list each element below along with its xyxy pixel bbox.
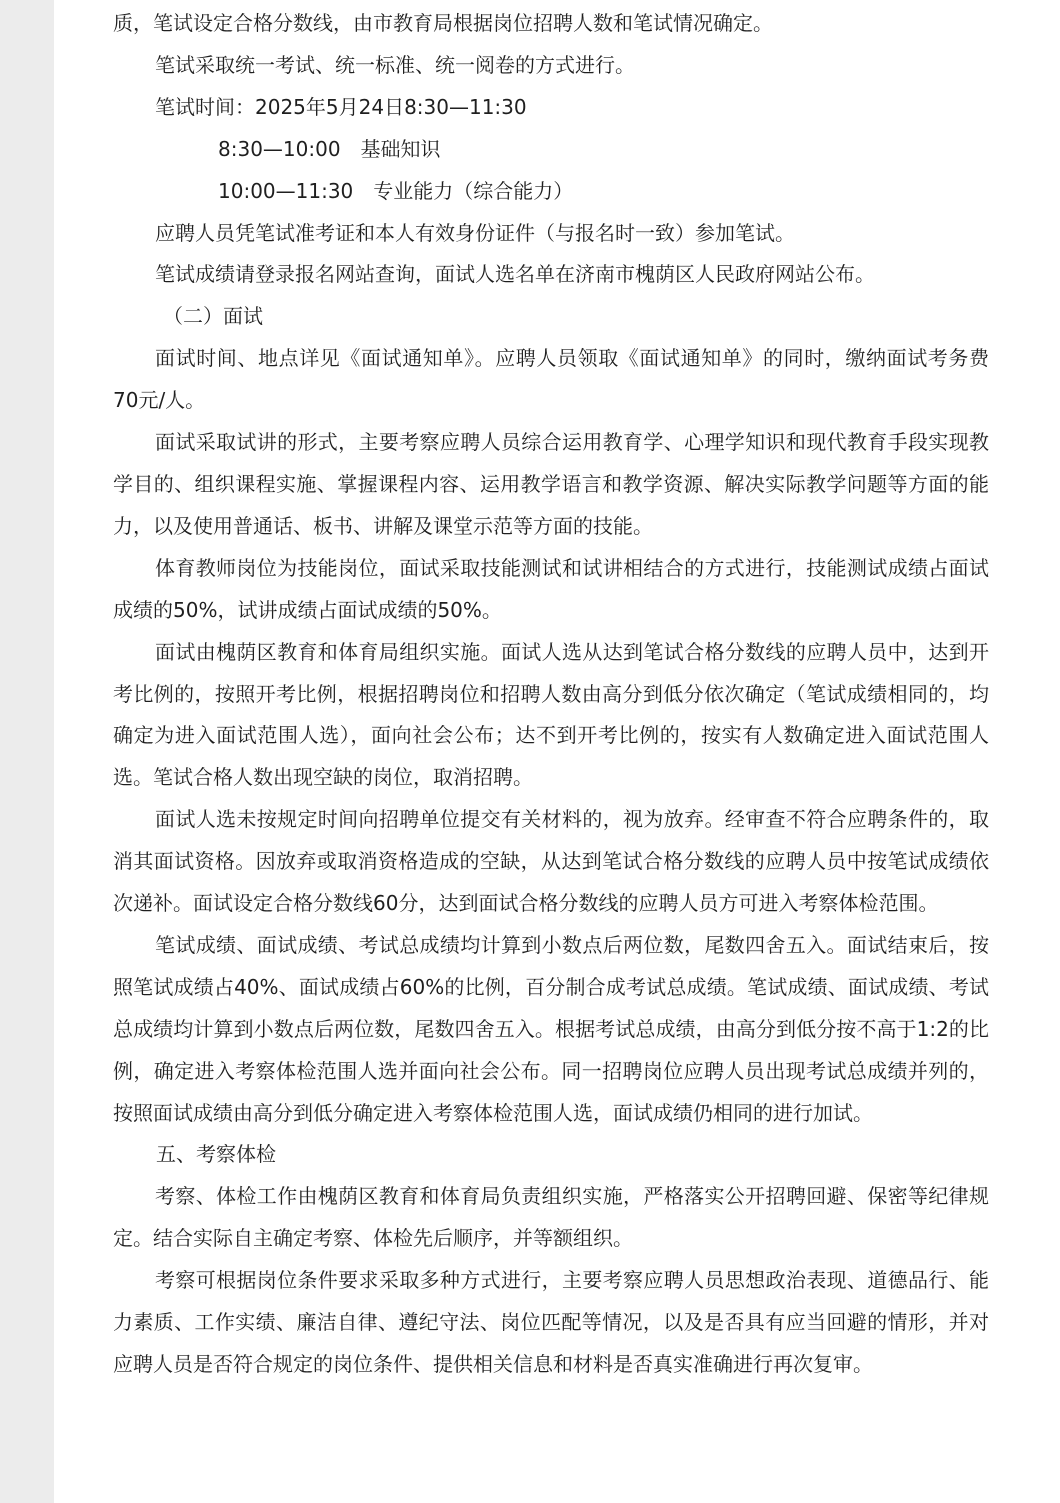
paragraph-interview-organization: 面试由槐荫区教育和体育局组织实施。面试人选从达到笔试合格分数线的应聘人员中，达到开考比例的，按照开考比例，根据招聘岗位和招聘人数由高分到低分依次确定（笔试成绩相同的，均确定为进入面试范围人选），面向社会公布；达不到开考比例的，按实有人数确定进入面试范围人选。笔试合格人数出现空缺的岗位，取消招聘。 bbox=[113, 639, 989, 790]
section-heading-inspection: 五、考察体检 bbox=[156, 1142, 276, 1167]
paragraph-written-exam-time: 笔试时间：2025年5月24日8:30—11:30 bbox=[155, 94, 527, 119]
document-body bbox=[113, 0, 989, 1386]
paragraph-exam-admission: 应聘人员凭笔试准考证和本人有效身份证件（与报名时一致）参加笔试。 bbox=[155, 220, 795, 245]
paragraph-score-query: 笔试成绩请登录报名网站查询，面试人选名单在济南市槐荫区人民政府网站公布。 bbox=[155, 262, 875, 287]
paragraph-written-exam-method: 笔试采取统一考试、统一标准、统一阅卷的方式进行。 bbox=[155, 52, 635, 77]
document-page bbox=[54, 0, 994, 1503]
schedule-professional-ability: 10:00—11:30 专业能力（综合能力） bbox=[218, 178, 574, 203]
paragraph-pe-teacher-interview: 体育教师岗位为技能岗位，面试采取技能测试和试讲相结合的方式进行，技能测试成绩占面试成绩的50%，试讲成绩占面试成绩的50%。 bbox=[113, 555, 989, 622]
paragraph-interview-notice: 面试时间、地点详见《面试通知单》。应聘人员领取《面试通知单》的同时，缴纳面试考务费70元/人。 bbox=[113, 346, 989, 413]
paragraph-written-exam-passing-line: 质，笔试设定合格分数线，由市教育局根据岗位招聘人数和笔试情况确定。 bbox=[113, 11, 773, 35]
paragraph-inspection-content: 考察可根据岗位条件要求采取多种方式进行，主要考察应聘人员思想政治表现、道德品行、能力素质、工作实绩、廉洁自律、遵纪守法、岗位匹配等情况，以及是否具有应当回避的情形，并对应聘人员是否符合规定的岗位条件、提供相关信息和材料是否真实准确进行再次复审。 bbox=[113, 1268, 989, 1376]
paragraph-score-calculation: 笔试成绩、面试成绩、考试总成绩均计算到小数点后两位数，尾数四舍五入。面试结束后，按照笔试成绩占40%、面试成绩占60%的比例，百分制合成考试总成绩。笔试成绩、面试成绩、考试总成绩均计算到小数点后两位数，尾数四舍五入。根据考试总成绩，由高分到低分按不高于1:2的比例，确定进入考察体检范围人选并面向社会公布。同一招聘岗位应聘人员出现考试总成绩并列的，按照面试成绩由高分到低分确定进入考察体检范围人选，面试成绩仍相同的进行加试。 bbox=[113, 932, 989, 1125]
section-heading-interview: （二）面试 bbox=[163, 304, 263, 329]
schedule-basic-knowledge: 8:30—10:00 基础知识 bbox=[218, 136, 441, 161]
paragraph-interview-format: 面试采取试讲的形式，主要考察应聘人员综合运用教育学、心理学知识和现代教育手段实现教学目的、组织课程实施、掌握课程内容、运用教学语言和教学资源、解决实际教学问题等方面的能力，以及使用普通话、板书、讲解及课堂示范等方面的技能。 bbox=[113, 430, 989, 538]
left-margin bbox=[0, 0, 54, 1503]
paragraph-inspection-organization: 考察、体检工作由槐荫区教育和体育局负责组织实施，严格落实公开招聘回避、保密等纪律规定。结合实际自主确定考察、体检先后顺序，并等额组织。 bbox=[113, 1184, 989, 1251]
paragraph-interview-disqualification: 面试人选未按规定时间向招聘单位提交有关材料的，视为放弃。经审查不符合应聘条件的，取消其面试资格。因放弃或取消资格造成的空缺，从达到笔试合格分数线的应聘人员中按笔试成绩依次递补。面试设定合格分数线60分，达到面试合格分数线的应聘人员方可进入考察体检范围。 bbox=[113, 807, 989, 916]
